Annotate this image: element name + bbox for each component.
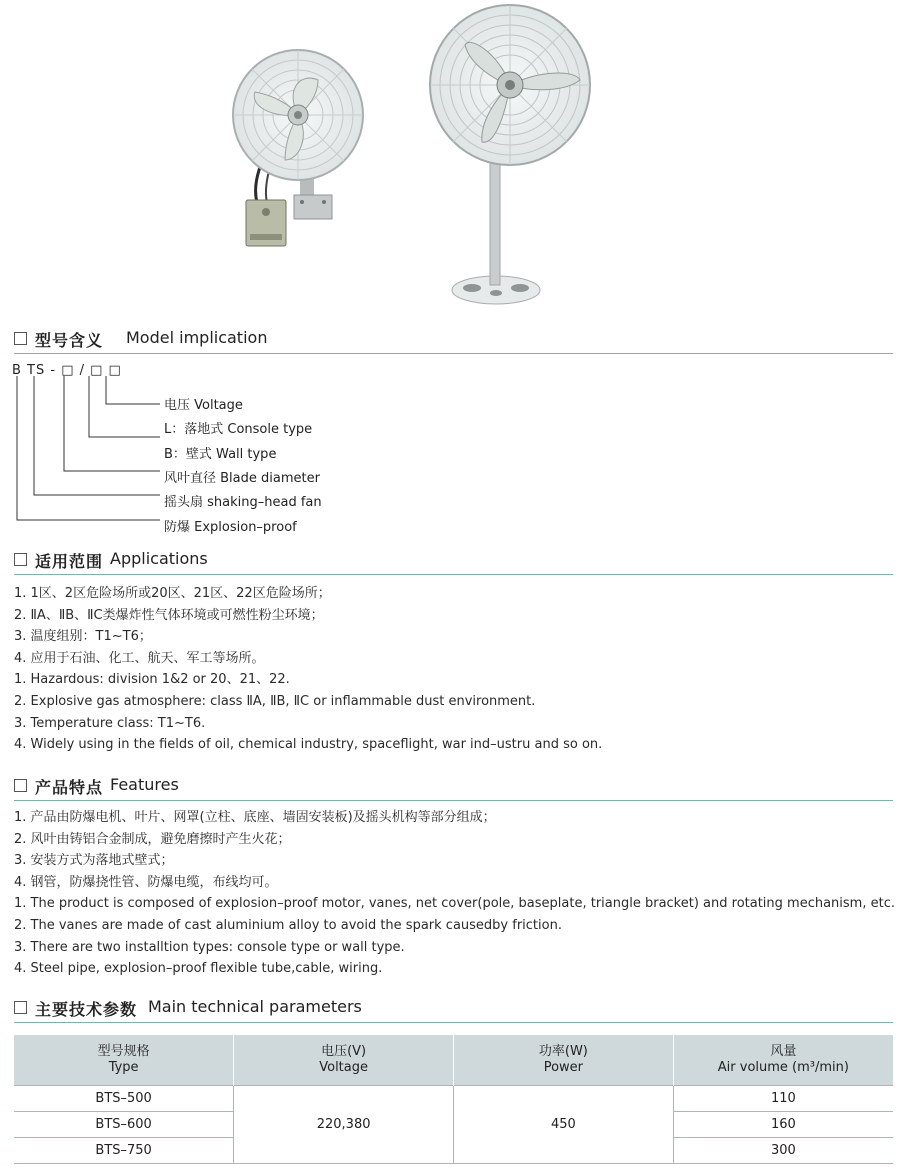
section-parameters: [14, 996, 893, 1023]
list-item: 1. The product is composed of explosion–proof motor, vanes, net cover(pole, baseplate, triangle bracket) and rotating mechanism, etc.: [14, 896, 895, 912]
parameters-table: [14, 1035, 893, 1164]
model-label-console: L：落地式 Console type: [164, 422, 313, 437]
section-title-zh: 主要技术参数: [35, 1000, 138, 1019]
list-item: 4. 钢管，防爆挠性管、防爆电缆，布线均可。: [14, 874, 278, 890]
section-applications: [14, 548, 893, 575]
list-item: 2. ⅡA、ⅡB、ⅡC类爆炸性气体环境或可燃性粉尘环境；: [14, 607, 324, 623]
table-row: [14, 1086, 893, 1112]
list-item: 1. 产品由防爆电机、叶片、网罩(立柱、底座、墙固安装板)及摇头机构等部分组成；: [14, 810, 496, 825]
header-type: 型号规格 Type: [14, 1035, 234, 1086]
section-title-zh: 适用范围: [35, 552, 104, 571]
model-label-explosion: 防爆 Explosion–proof: [164, 520, 297, 535]
section-title-zh: 产品特点: [35, 778, 104, 797]
list-item: 3. Temperature class: T1~T6.: [14, 715, 206, 731]
list-item: 2. The vanes are made of cast aluminium alloy to avoid the spark causedby friction.: [14, 917, 562, 933]
cell-air-volume: 160: [673, 1112, 893, 1138]
list-item: 4. Widely using in the fields of oil, chemical industry, spaceflight, war ind–ustru and so on.: [14, 737, 603, 753]
section-box-icon: [14, 1001, 27, 1014]
list-item: 2. Explosive gas atmosphere: class ⅡA, ⅡB, ⅡC or inflammable dust environment.: [14, 693, 536, 709]
section-box-icon: [14, 553, 27, 566]
section-features: [14, 774, 893, 801]
section-title-zh: 型号含义: [35, 331, 104, 350]
cell-air-volume: 110: [673, 1086, 893, 1112]
console-fan-image: [430, 5, 590, 304]
section-box-icon: [14, 332, 27, 345]
list-item: 4. 应用于石油、化工、航天、军工等场所。: [14, 650, 265, 666]
section-box-icon: [14, 779, 27, 792]
list-item: 3. 安装方式为落地式壁式；: [14, 853, 174, 869]
section-title-en: Features: [110, 775, 179, 794]
features-list: [14, 807, 895, 980]
section-model-implication: [14, 327, 893, 354]
cell-power: 450: [454, 1086, 674, 1164]
cell-type: BTS–750: [14, 1138, 234, 1164]
list-item: 1. Hazardous: division 1&2 or 20、21、22.: [14, 672, 290, 688]
header-voltage: 电压(V) Voltage: [234, 1035, 454, 1086]
section-title-en: Main technical parameters: [148, 997, 362, 1016]
cell-type: BTS–500: [14, 1086, 234, 1112]
model-label-wall: B：壁式 Wall type: [164, 447, 277, 462]
section-title-en: Model implication: [126, 328, 268, 347]
model-label-voltage: 电压 Voltage: [164, 398, 243, 413]
model-label-shaking: 摇头扇 shaking–head fan: [164, 495, 322, 510]
cell-type: BTS–600: [14, 1112, 234, 1138]
wall-fan-image: [233, 50, 363, 246]
table-header-row: [14, 1035, 893, 1086]
header-air-volume: 风量 Air volume (m³/min): [673, 1035, 893, 1086]
list-item: 3. There are two installtion types: console type or wall type.: [14, 939, 405, 955]
section-title-en: Applications: [110, 549, 208, 568]
cell-voltage: 220,380: [234, 1086, 454, 1164]
model-code: B TS - □ / □ □: [12, 363, 122, 378]
product-figure: [0, 0, 900, 320]
list-item: 4. Steel pipe, explosion–proof flexible tube,cable, wiring.: [14, 961, 383, 977]
cell-air-volume: 300: [673, 1138, 893, 1164]
applications-list: [14, 583, 602, 756]
list-item: 2. 风叶由铸铝合金制成，避免磨擦时产生火花；: [14, 831, 291, 847]
list-item: 1. 1区、2区危险场所或20区、21区、22区危险场所；: [14, 586, 331, 601]
header-power: 功率(W) Power: [454, 1035, 674, 1086]
model-label-blade: 风叶直径 Blade diameter: [164, 471, 320, 486]
list-item: 3. 温度组别：T1~T6；: [14, 629, 152, 645]
model-diagram-lines: [0, 376, 170, 532]
